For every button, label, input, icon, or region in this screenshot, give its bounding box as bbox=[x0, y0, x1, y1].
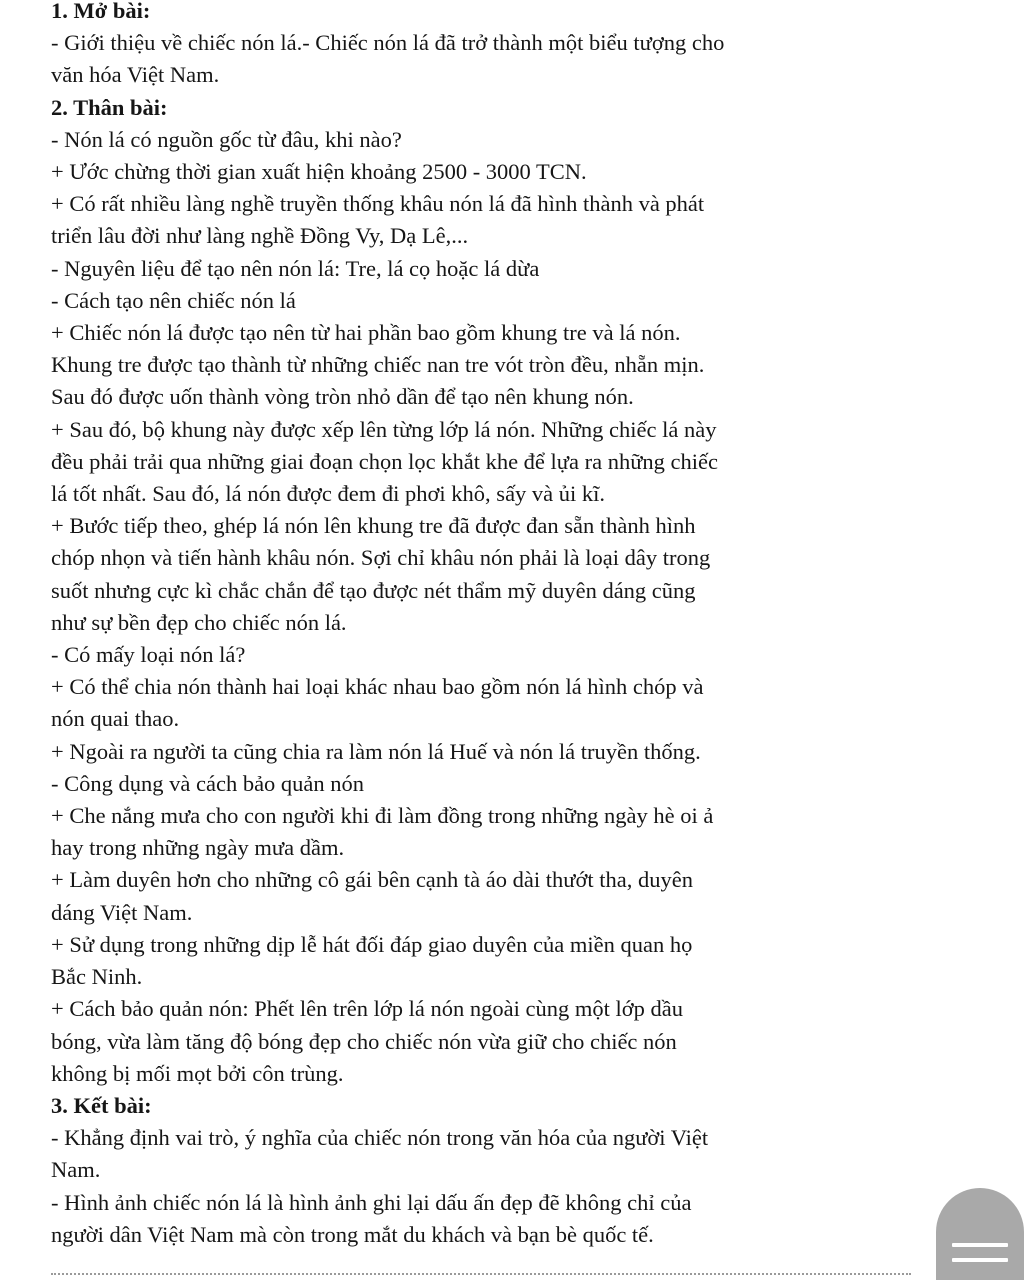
document-body bbox=[51, 0, 911, 1251]
text-line: văn hóa Việt Nam. bbox=[51, 62, 220, 88]
text-line: - Khẳng định vai trò, ý nghĩa của chiếc nón trong văn hóa của người Việt bbox=[51, 1125, 709, 1151]
text-line: - Cách tạo nên chiếc nón lá bbox=[51, 287, 296, 313]
section-heading: 2. Thân bài: bbox=[51, 94, 168, 120]
text-line: - Có mấy loại nón lá? bbox=[51, 642, 246, 668]
text-line: như sự bền đẹp cho chiếc nón lá. bbox=[51, 609, 347, 635]
text-line: suốt nhưng cực kì chắc chắn để tạo được nét thẩm mỹ duyên dáng cũng bbox=[51, 577, 696, 603]
text-line: lá tốt nhất. Sau đó, lá nón được đem đi phơi khô, sấy và ủi kĩ. bbox=[51, 481, 606, 507]
text-line: Nam. bbox=[51, 1157, 101, 1183]
text-line: người dân Việt Nam mà còn trong mắt du khách và bạn bè quốc tế. bbox=[51, 1221, 654, 1247]
text-line: dáng Việt Nam. bbox=[51, 899, 193, 925]
text-line: Bắc Ninh. bbox=[51, 964, 143, 990]
text-line: Sau đó được uốn thành vòng tròn nhỏ dần để tạo nên khung nón. bbox=[51, 384, 634, 410]
section-heading: 3. Kết bài: bbox=[51, 1092, 152, 1118]
text-line: bóng, vừa làm tăng độ bóng đẹp cho chiếc nón vừa giữ cho chiếc nón bbox=[51, 1028, 677, 1054]
text-line: + Sử dụng trong những dịp lễ hát đối đáp giao duyên của miền quan họ bbox=[51, 931, 693, 957]
text-line: nón quai thao. bbox=[51, 706, 180, 732]
text-line: - Giới thiệu về chiếc nón lá.- Chiếc nón lá đã trở thành một biểu tượng cho bbox=[51, 30, 725, 56]
text-line: - Nguyên liệu để tạo nên nón lá: Tre, lá cọ hoặc lá dừa bbox=[51, 255, 540, 281]
text-line: + Cách bảo quản nón: Phết lên trên lớp lá nón ngoài cùng một lớp dầu bbox=[51, 996, 683, 1022]
text-line: - Nón lá có nguồn gốc từ đâu, khi nào? bbox=[51, 126, 402, 152]
text-line: đều phải trải qua những giai đoạn chọn lọc khắt khe để lựa ra những chiếc bbox=[51, 448, 718, 474]
text-line: - Công dụng và cách bảo quản nón bbox=[51, 770, 365, 796]
text-line: + Ngoài ra người ta cũng chia ra làm nón lá Huế và nón lá truyền thống. bbox=[51, 738, 701, 764]
text-line: hay trong những ngày mưa dầm. bbox=[51, 835, 345, 861]
section-heading: 1. Mở bài: bbox=[51, 0, 151, 23]
text-line: + Sau đó, bộ khung này được xếp lên từng lớp lá nón. Những chiếc lá này bbox=[51, 416, 717, 442]
text-line: chóp nhọn và tiến hành khâu nón. Sợi chỉ khâu nón phải là loại dây trong bbox=[51, 545, 711, 571]
text-line: + Có thể chia nón thành hai loại khác nhau bao gồm nón lá hình chóp và bbox=[51, 674, 704, 700]
menu-button[interactable] bbox=[936, 1188, 1024, 1280]
text-line: triển lâu đời như làng nghề Đồng Vy, Dạ Lê,... bbox=[51, 223, 469, 249]
text-line: - Hình ảnh chiếc nón lá là hình ảnh ghi lại dấu ấn đẹp đẽ không chỉ của bbox=[51, 1189, 692, 1215]
text-line: + Chiếc nón lá được tạo nên từ hai phần bao gồm khung tre và lá nón. bbox=[51, 320, 681, 346]
text-line: + Ước chừng thời gian xuất hiện khoảng 2500 - 3000 TCN. bbox=[51, 159, 587, 185]
text-line: Khung tre được tạo thành từ những chiếc nan tre vót tròn đều, nhẵn mịn. bbox=[51, 352, 705, 378]
dotted-divider bbox=[51, 1273, 911, 1275]
menu-icon bbox=[952, 1243, 1008, 1267]
text-line: + Làm duyên hơn cho những cô gái bên cạnh tà áo dài thướt tha, duyên bbox=[51, 867, 693, 893]
text-line: + Bước tiếp theo, ghép lá nón lên khung tre đã được đan sẵn thành hình bbox=[51, 513, 696, 539]
text-line: + Có rất nhiều làng nghề truyền thống khâu nón lá đã hình thành và phát bbox=[51, 191, 705, 217]
text-line: + Che nắng mưa cho con người khi đi làm đồng trong những ngày hè oi ả bbox=[51, 803, 714, 829]
text-line: không bị mối mọt bởi côn trùng. bbox=[51, 1060, 344, 1086]
